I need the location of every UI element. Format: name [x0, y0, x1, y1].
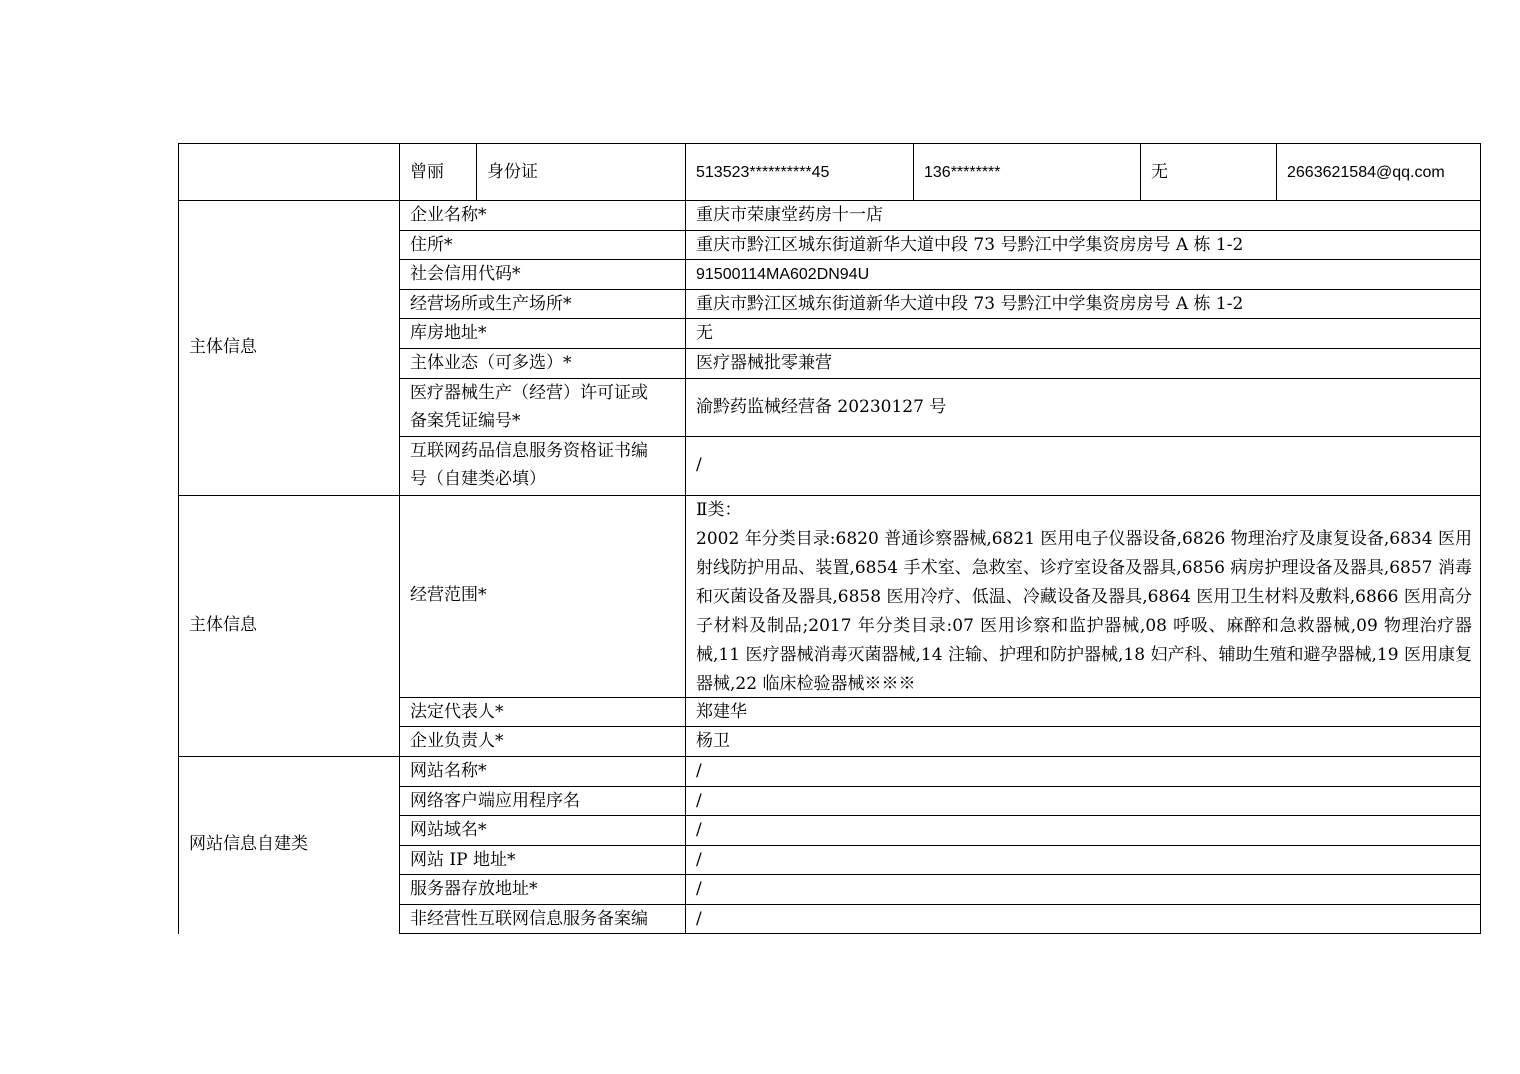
- field-value: /: [696, 820, 702, 840]
- section-label-website-info: 网站信息自建类: [189, 834, 308, 854]
- field-label: 经营场所或生产场所*: [410, 294, 572, 314]
- table-border: [399, 845, 1481, 846]
- email-address: 2663621584@qq.com: [1287, 164, 1445, 181]
- table-border: [1140, 143, 1141, 201]
- field-label: 网络客户端应用程序名: [410, 791, 580, 811]
- field-label: 企业名称*: [410, 205, 487, 225]
- table-border: [913, 143, 914, 201]
- section-label-subject-info: 主体信息: [189, 337, 257, 357]
- section-label-subject-info: 主体信息: [189, 615, 257, 635]
- field-label: 住所*: [410, 235, 453, 255]
- table-border: [178, 143, 179, 934]
- field-label: 医疗器械生产（经营）许可证或: [410, 383, 648, 403]
- field-value: /: [696, 791, 702, 811]
- field-label: 号（自建类必填）: [410, 469, 546, 489]
- table-border: [476, 143, 477, 201]
- scope-heading: Ⅱ类：: [696, 500, 742, 520]
- field-value: /: [696, 761, 702, 781]
- field-value: /: [696, 850, 702, 870]
- business-scope-text: 2002 年分类目录:6820 普通诊察器械,6821 医用电子仪器设备,6826 物理治疗及康复设备,6834 医用射线防护用品、装置,6854 手术室、急救室、诊疗室设备及器具,6856 病房护理设备及器具,6857 消毒和灭菌设备及器具,6858 医用冷疗、低温、冷藏设备及器具,6864 医用卫生材料及敷料,6866 医用高分子材料及制品;2017 年分类目录:07 医用诊察和监护器械,08 呼吸、麻醉和急救器械,09 物理治疗器械,11 医疗器械消毒灭菌器械,14 注输、护理和防护器械,18 妇产科、辅助生殖和避孕器械,19 医用康复器械,22 临床检验器械※※※: [696, 529, 1472, 694]
- id-number: 513523**********45: [696, 164, 830, 181]
- table-border: [399, 874, 1481, 875]
- field-label: 网站名称*: [410, 761, 487, 781]
- field-value: 重庆市黔江区城东街道新华大道中段 73 号黔江中学集资房房号 A 栋 1-2: [696, 294, 1244, 314]
- field-value: 郑建华: [696, 702, 747, 722]
- field-value: 重庆市黔江区城东街道新华大道中段 73 号黔江中学集资房房号 A 栋 1-2: [696, 235, 1244, 255]
- field-label: 备案凭证编号*: [410, 411, 521, 431]
- other-value: 无: [1151, 162, 1168, 182]
- field-label: 库房地址*: [410, 323, 487, 343]
- field-label: 网站域名*: [410, 820, 487, 840]
- field-label: 社会信用代码*: [410, 264, 521, 284]
- field-label: 网站 IP 地址*: [410, 850, 516, 870]
- table-border: [1276, 143, 1277, 201]
- field-value: 无: [696, 323, 713, 343]
- field-label: 经营范围*: [410, 585, 487, 605]
- field-value: 91500114MA602DN94U: [696, 266, 870, 283]
- field-value: /: [696, 455, 702, 475]
- field-label: 互联网药品信息服务资格证书编: [410, 441, 648, 461]
- field-value: /: [696, 879, 702, 899]
- field-value: 杨卫: [696, 731, 730, 751]
- contact-name: 曾丽: [410, 162, 444, 182]
- table-border: [178, 143, 1481, 144]
- table-border: [399, 726, 1481, 727]
- field-value: 渝黔药监械经营备 20230127 号: [696, 397, 947, 417]
- field-label: 企业负责人*: [410, 731, 504, 751]
- field-label: 非经营性互联网信息服务备案编: [410, 909, 648, 929]
- field-label: 主体业态（可多选）*: [410, 353, 572, 373]
- field-label: 法定代表人*: [410, 702, 504, 722]
- id-type: 身份证: [487, 162, 538, 182]
- field-value: /: [696, 909, 702, 929]
- field-value: 医疗器械批零兼营: [696, 353, 832, 373]
- phone-number: 136********: [924, 164, 1001, 181]
- table-border: [685, 143, 686, 934]
- table-border: [1480, 143, 1481, 934]
- table-border: [178, 756, 1481, 757]
- table-border: [178, 495, 1481, 496]
- field-value: 重庆市荣康堂药房十一店: [696, 205, 883, 225]
- table-border: [399, 143, 400, 934]
- field-label: 服务器存放地址*: [410, 879, 538, 899]
